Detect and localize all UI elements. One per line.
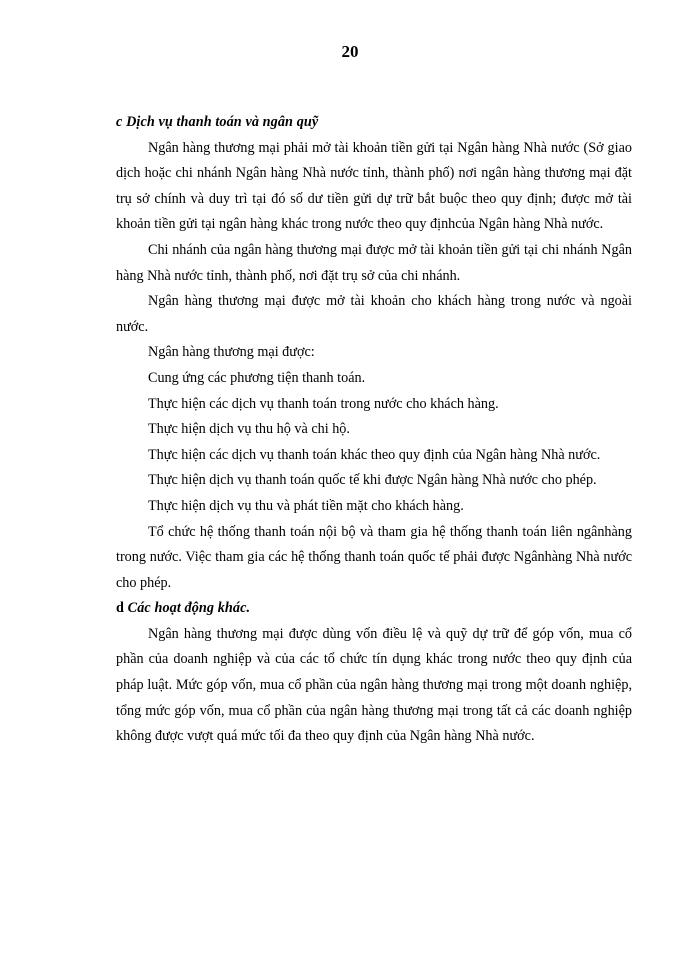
section-d-title: Các hoạt động khác. xyxy=(127,600,251,617)
section-c-paragraph-9: Thực hiện dịch vụ thanh toán quốc tế khi được Ngân hàng Nhà nước cho phép. xyxy=(148,472,597,489)
section-c-heading xyxy=(116,110,632,136)
section-c-paragraph-5: Cung ứng các phương tiện thanh toán. xyxy=(148,369,366,386)
section-c-prefix: c xyxy=(116,114,123,130)
page-number: 20 xyxy=(341,42,359,61)
section-c-paragraph-4: Ngân hàng thương mại được: xyxy=(148,344,315,361)
section-d-prefix: d xyxy=(116,600,124,617)
section-d-paragraph-1: Ngân hàng thương mại được dùng vốn điều lệ và quỹ dự trữ để góp vốn, mua cổ phần của doanh nghiệp và của các tổ chức tín dụng khác trong nước theo quy định của pháp luật. Mức góp vốn, mua cổ phần của ngân hàng thương mại trong một doanh nghiệp, tổng mức góp vốn, mua cổ phần của ngân hàng thương mại trong tất cả các doanh nghiệp không được vượt quá mức tối đa theo quy định của Ngân hàng Nhà nước. xyxy=(116,625,632,745)
section-c-paragraph-11: Tổ chức hệ thống thanh toán nội bộ và tham gia hệ thống thanh toán liên ngânhàng trong nước. Việc tham gia các hệ thống thanh toán quốc tế phải được Ngânhàng Nhà nước cho phép. xyxy=(116,523,632,591)
section-c-paragraph-1: Ngân hàng thương mại phải mở tài khoản tiền gửi tại Ngân hàng Nhà nước (Sở giao dịch hoặc chi nhánh Ngân hàng Nhà nước tỉnh, thành phố) nơi ngân hàng thương mại đặt trụ sở chính và duy trì tại đó số dư tiền gửi dự trữ bắt buộc theo quy định; được mở tài khoản tiền gửi tại ngân hàng khác trong nước theo quy địnhcủa Ngân hàng Nhà nước. xyxy=(116,139,632,233)
page-content xyxy=(116,110,632,750)
section-c-paragraph-8: Thực hiện các dịch vụ thanh toán khác theo quy định của Ngân hàng Nhà nước. xyxy=(148,446,601,463)
section-c-paragraph-6: Thực hiện các dịch vụ thanh toán trong nước cho khách hàng. xyxy=(148,395,499,412)
section-d-heading xyxy=(116,596,632,622)
section-c-title: Dịch vụ thanh toán và ngân quỹ xyxy=(126,114,319,130)
section-c-paragraph-10: Thực hiện dịch vụ thu và phát tiền mặt cho khách hàng. xyxy=(148,497,464,514)
section-c-paragraph-3: Ngân hàng thương mại được mở tài khoản cho khách hàng trong nước và ngoài nước. xyxy=(116,293,632,335)
section-c-paragraph-2: Chi nhánh của ngân hàng thương mại được mở tài khoản tiền gửi tại chi nhánh Ngân hàng Nhà nước tỉnh, thành phố, nơi đặt trụ sở của chi nhánh. xyxy=(116,241,632,284)
section-c-paragraph-7: Thực hiện dịch vụ thu hộ và chi hộ. xyxy=(148,421,350,438)
